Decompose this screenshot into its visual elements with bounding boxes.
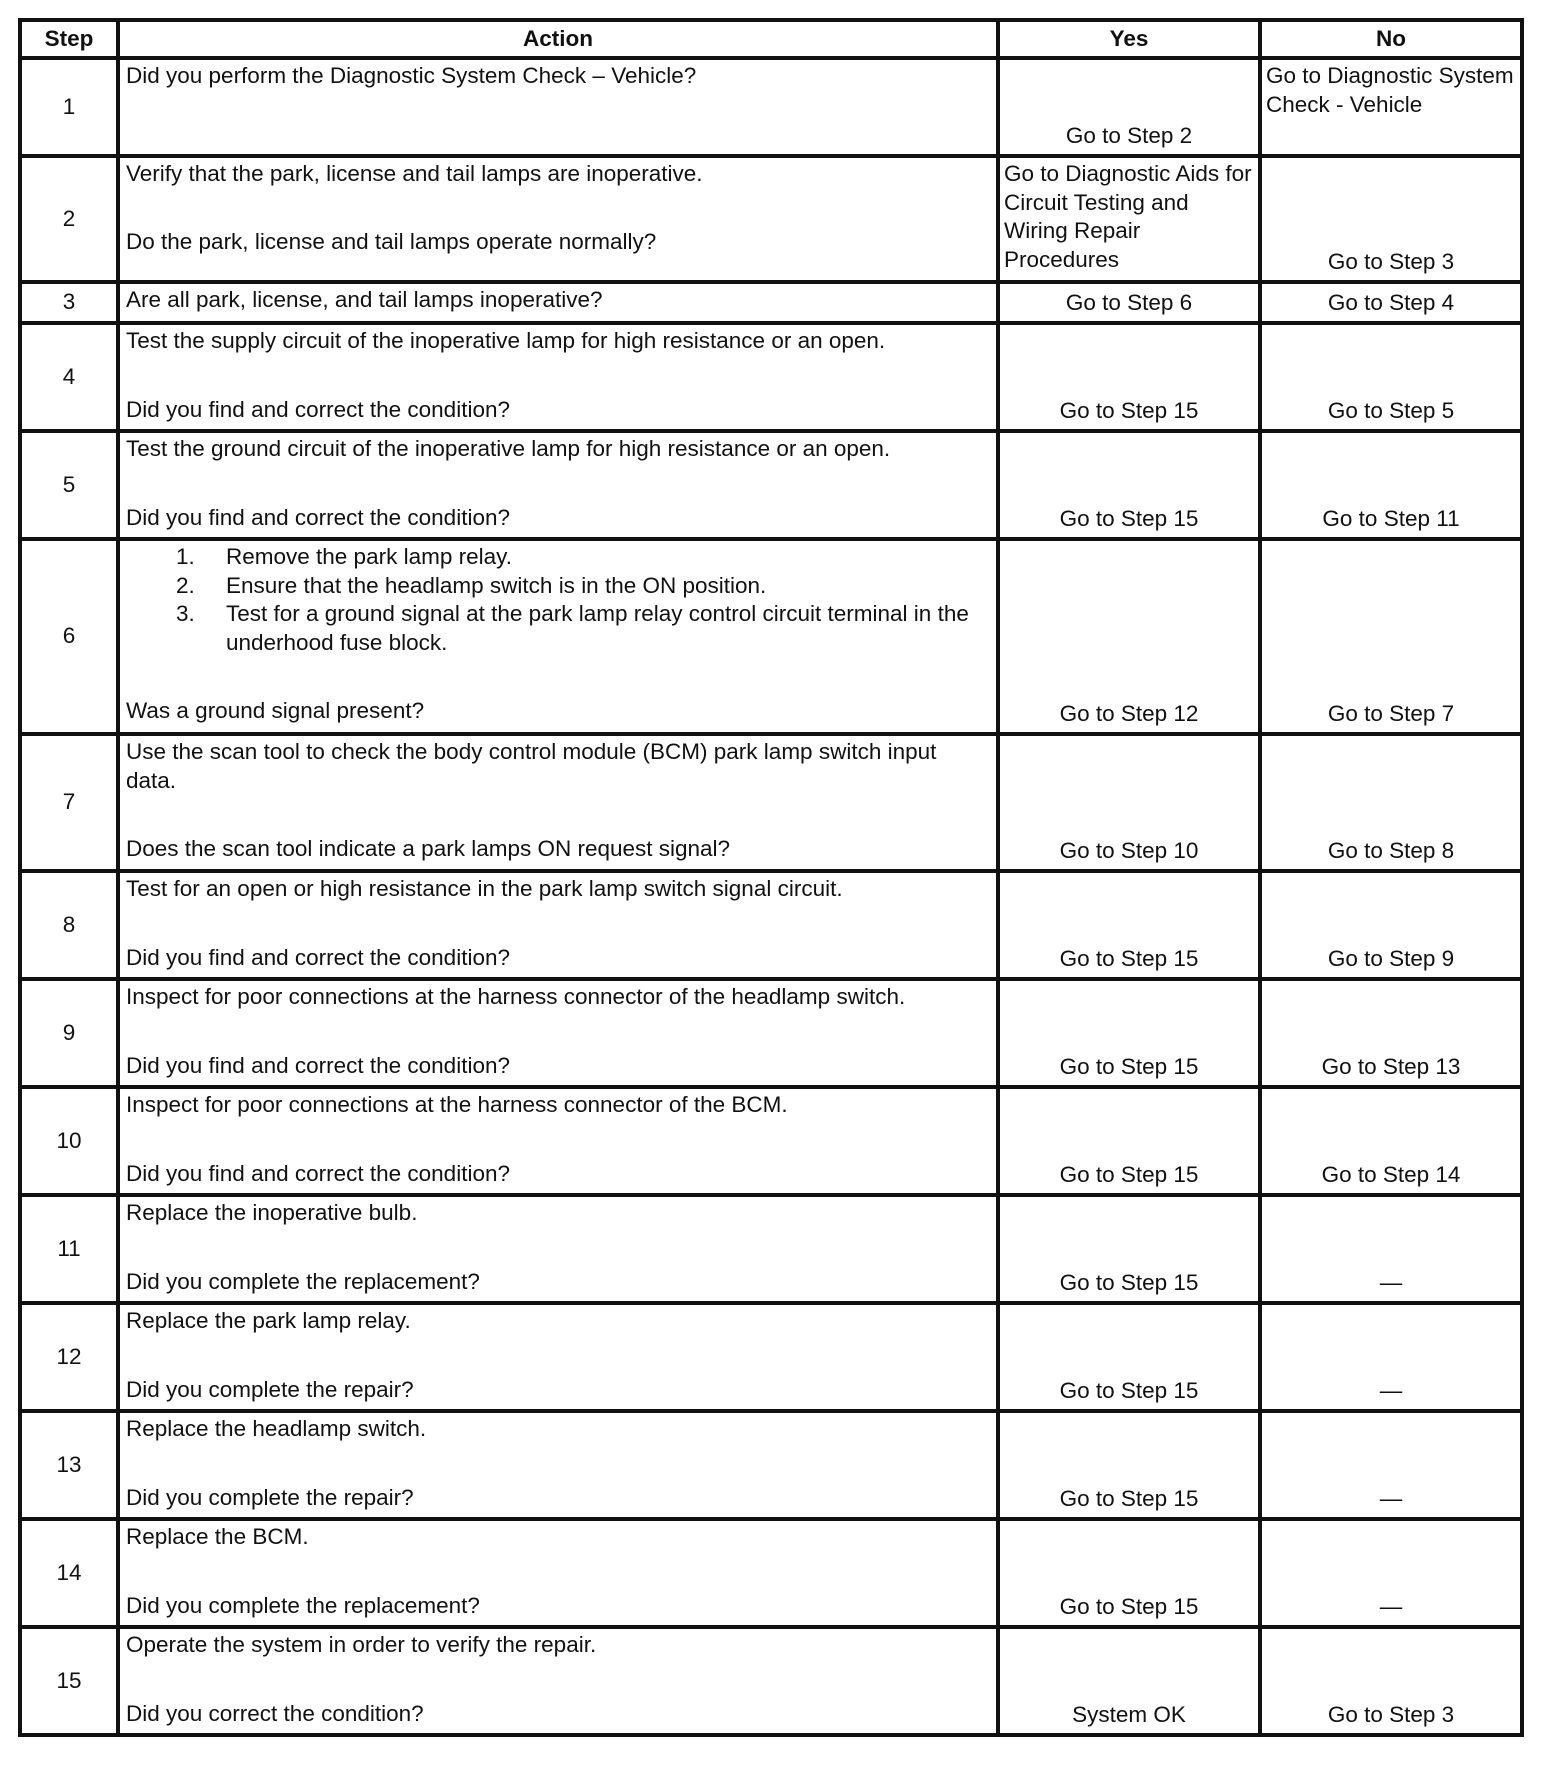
header-no: No [1260,20,1522,58]
step-number: 14 [20,1519,118,1627]
action-cell [118,1411,998,1519]
step-number: 8 [20,871,118,979]
action-question: Did you complete the repair? [126,1484,414,1510]
action-cell [118,734,998,871]
action-instruction: Replace the park lamp relay. [126,1308,411,1333]
step-number: 2 [20,156,118,282]
action-question: Did you perform the Diagnostic System Check – Vehicle? [126,63,697,88]
yes-cell: Go to Step 6 [998,282,1260,323]
action-instruction: Inspect for poor connections at the harness connector of the headlamp switch. [126,984,906,1009]
table-row [20,1303,1522,1411]
action-question: Does the scan tool indicate a park lamps ON request signal? [126,836,731,861]
action-instruction: Replace the headlamp switch. [126,1416,427,1441]
table-row [20,539,1522,734]
action-cell [118,1519,998,1627]
step-number: 10 [20,1087,118,1195]
yes-cell: Go to Step 15 [998,1195,1260,1303]
action-instruction: Replace the inoperative bulb. [126,1200,418,1225]
header-step: Step [20,20,118,58]
action-question: Did you find and correct the condition? [126,1052,510,1078]
action-question: Did you find and correct the condition? [126,944,510,970]
no-cell: Go to Step 7 [1260,539,1522,734]
step-number: 9 [20,979,118,1087]
list-item [126,543,990,572]
action-question: Did you find and correct the condition? [126,504,510,530]
yes-cell: Go to Step 15 [998,1519,1260,1627]
no-cell: Go to Step 11 [1260,431,1522,539]
action-cell [118,431,998,539]
yes-cell: Go to Step 15 [998,1303,1260,1411]
yes-cell: Go to Step 15 [998,323,1260,431]
table-row [20,282,1522,323]
action-cell [118,156,998,282]
table-row [20,1627,1522,1735]
no-cell: Go to Step 5 [1260,323,1522,431]
no-cell: Go to Step 8 [1260,734,1522,871]
action-cell [118,1303,998,1411]
action-cell [118,58,998,156]
yes-cell: Go to Diagnostic Aids for Circuit Testing and Wiring Repair Procedures [998,156,1260,282]
action-instruction: Test the supply circuit of the inoperative lamp for high resistance or an open. [126,328,886,353]
action-question: Did you find and correct the condition? [126,396,510,422]
step-number: 3 [20,282,118,323]
table-row [20,734,1522,871]
action-instruction: Verify that the park, license and tail lamps are inoperative. [126,161,703,186]
action-question: Did you find and correct the condition? [126,1160,510,1186]
yes-cell: Go to Step 2 [998,58,1260,156]
yes-cell: Go to Step 15 [998,431,1260,539]
step-number: 5 [20,431,118,539]
no-cell: — [1260,1303,1522,1411]
table-row [20,1195,1522,1303]
yes-cell: Go to Step 15 [998,1411,1260,1519]
table-row [20,1411,1522,1519]
header-action: Action [118,20,998,58]
action-cell [118,539,998,734]
action-question: Did you complete the replacement? [126,1592,480,1618]
step-number: 1 [20,58,118,156]
step-number: 15 [20,1627,118,1735]
action-cell [118,871,998,979]
no-cell: Go to Step 3 [1260,156,1522,282]
diagnostic-table [18,18,1524,1737]
action-question: Was a ground signal present? [126,698,425,723]
procedure-list [126,543,990,657]
step-number: 4 [20,323,118,431]
table-row [20,156,1522,282]
list-item [126,600,990,657]
yes-cell: Go to Step 12 [998,539,1260,734]
step-number: 13 [20,1411,118,1519]
list-item [126,572,990,601]
step-number: 12 [20,1303,118,1411]
no-cell: Go to Step 9 [1260,871,1522,979]
action-question: Did you complete the repair? [126,1376,414,1402]
no-cell: — [1260,1195,1522,1303]
list-text: Ensure that the headlamp switch is in the ON position. [226,572,767,598]
no-cell: Go to Step 13 [1260,979,1522,1087]
action-question: Do the park, license and tail lamps operate normally? [126,228,657,254]
action-question: Are all park, license, and tail lamps inoperative? [126,287,603,312]
header-row [20,20,1522,58]
list-text: Test for a ground signal at the park lamp relay control circuit terminal in the underhood fuse block. [226,601,969,655]
action-instruction: Test for an open or high resistance in the park lamp switch signal circuit. [126,876,843,901]
action-cell [118,1627,998,1735]
action-cell [118,1087,998,1195]
yes-cell: Go to Step 15 [998,979,1260,1087]
table-row [20,1519,1522,1627]
list-number: 2. [176,572,195,598]
table-row [20,323,1522,431]
no-cell: — [1260,1519,1522,1627]
step-number: 7 [20,734,118,871]
no-cell: Go to Step 4 [1260,282,1522,323]
action-cell [118,1195,998,1303]
header-yes: Yes [998,20,1260,58]
action-question: Did you correct the condition? [126,1700,424,1726]
no-cell: — [1260,1411,1522,1519]
action-question: Did you complete the replacement? [126,1268,480,1294]
action-cell [118,979,998,1087]
no-cell: Go to Step 14 [1260,1087,1522,1195]
step-number: 6 [20,539,118,734]
action-instruction: Test the ground circuit of the inoperative lamp for high resistance or an open. [126,436,891,461]
no-cell: Go to Diagnostic System Check - Vehicle [1260,58,1522,156]
yes-cell: System OK [998,1627,1260,1735]
yes-cell: Go to Step 15 [998,1087,1260,1195]
table-row [20,431,1522,539]
action-instruction: Replace the BCM. [126,1524,309,1549]
table-row [20,58,1522,156]
action-cell [118,323,998,431]
action-instruction: Inspect for poor connections at the harness connector of the BCM. [126,1092,788,1117]
action-cell [118,282,998,323]
action-instruction: Operate the system in order to verify the repair. [126,1632,597,1657]
action-instruction: Use the scan tool to check the body control module (BCM) park lamp switch input data. [126,739,937,793]
yes-cell: Go to Step 10 [998,734,1260,871]
table-row [20,1087,1522,1195]
step-number: 11 [20,1195,118,1303]
yes-cell: Go to Step 15 [998,871,1260,979]
no-cell: Go to Step 3 [1260,1627,1522,1735]
list-number: 1. [176,544,195,569]
list-number: 3. [176,601,195,626]
list-text: Remove the park lamp relay. [226,544,512,569]
table-row [20,979,1522,1087]
table-row [20,871,1522,979]
